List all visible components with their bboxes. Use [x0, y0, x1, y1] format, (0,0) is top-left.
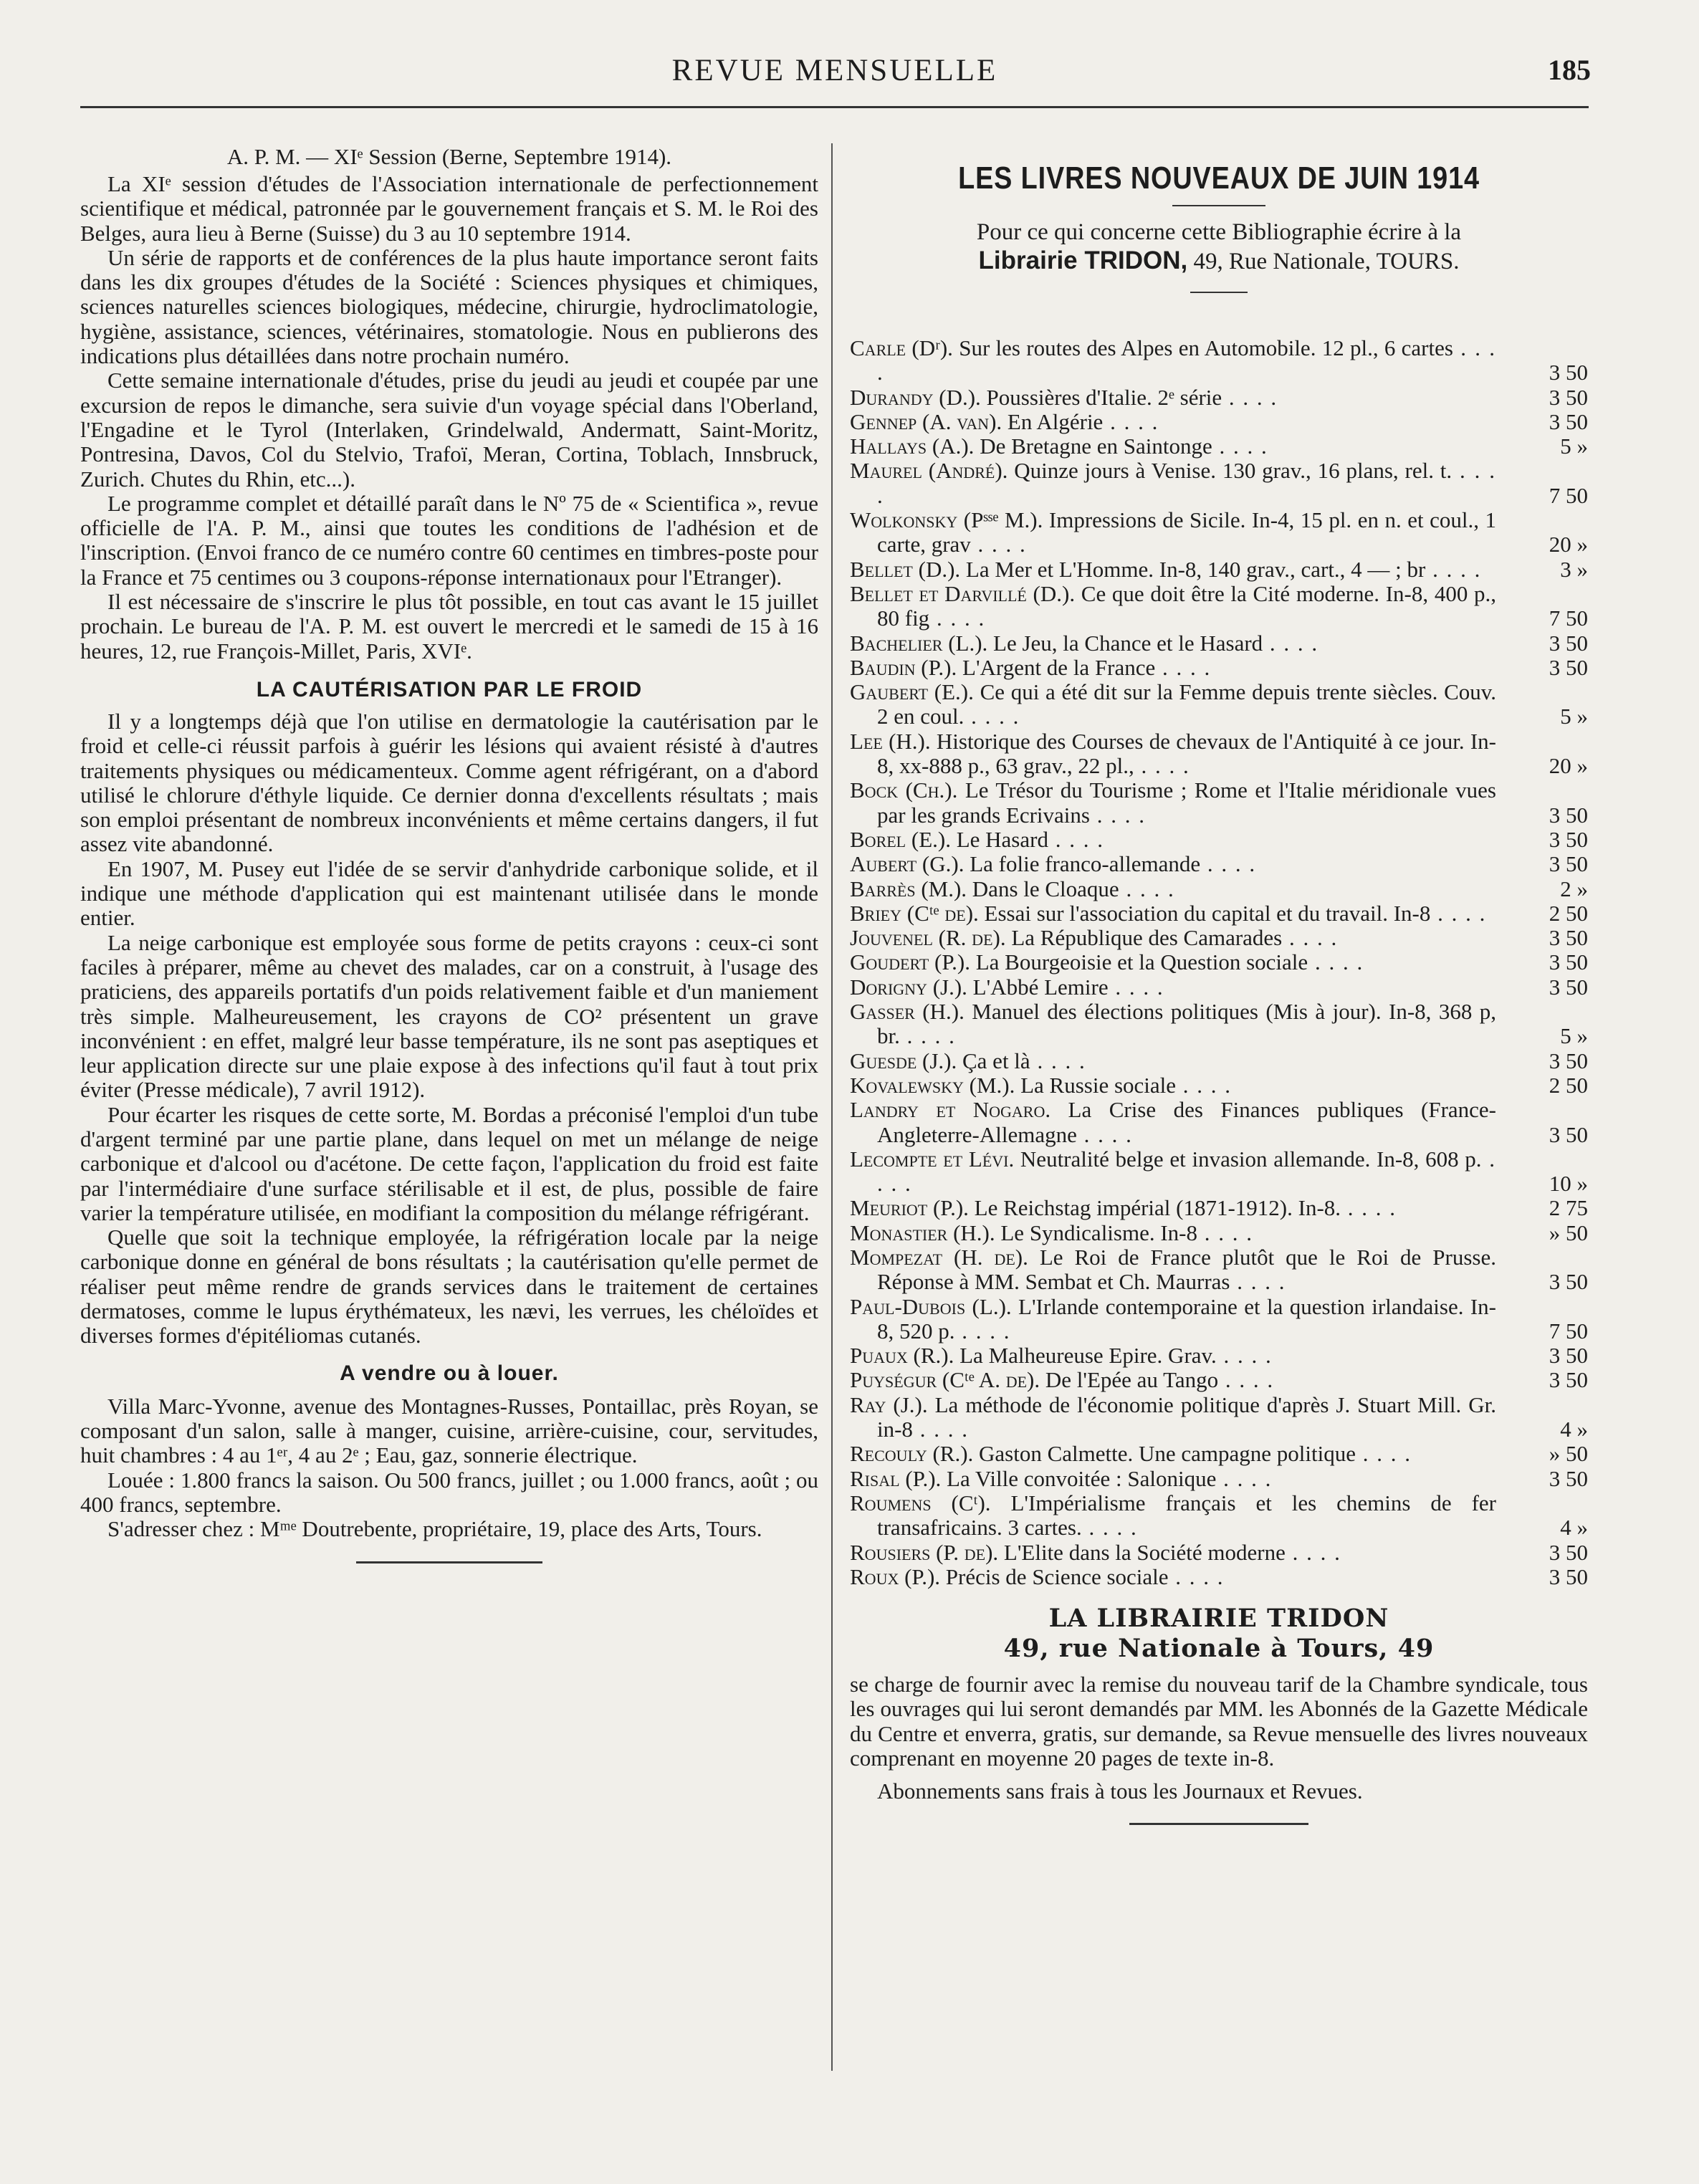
cauterisation-paragraph: La neige carbonique est employée sous forme de petits crayons : ceux-ci sont faciles à préparer, même au chevet des malades, car on a construit, à l'usage des praticiens, des appareils portatifs d'un poids relativement faible et d'un maniement très simple. Malheureusement, les crayons de CO² présentent un grave inconvénient : en effet, malgré leur basse température, ils ne sont pas aseptiques et leur application directe sur une plaie expose à des infections qu'il faut à tout prix éviter (Presse médicale), 7 avril 1912).: [80, 929, 818, 1103]
book-author: Wolkonsky (Pˢˢᵉ M.).: [850, 507, 1043, 533]
books-intro: [850, 218, 1588, 276]
tridon-title: LA LIBRAIRIE TRIDON: [1048, 1604, 1389, 1634]
book-description: [850, 852, 1496, 876]
book-title: La Russie sociale: [1020, 1072, 1177, 1098]
book-price: 2 »: [1560, 876, 1588, 901]
book-title: Poussières d'Italie. 2ᵉ série: [986, 384, 1222, 410]
page-header: [79, 50, 1591, 93]
book-title: Précis de Science sociale: [945, 1563, 1169, 1589]
tridon-footer: Abonnements sans frais à tous les Journaux et Revues.: [877, 1778, 1363, 1804]
apm-body: [80, 172, 818, 664]
book-description: [850, 877, 1496, 901]
book-title: De l'Epée au Tango: [1045, 1367, 1219, 1393]
book-title: Gaston Calmette. Une campagne politique: [979, 1441, 1356, 1467]
book-entry: [850, 852, 1588, 876]
book-author: Roux (P.).: [850, 1563, 941, 1589]
book-entry: [850, 1147, 1588, 1197]
dot-leader: . . . .: [1030, 1048, 1086, 1073]
apm-paragraph: Il est nécessaire de s'inscrire le plus tôt possible, en tout cas avant le 15 juillet prochain. Le bureau de l'A. P. M. est ouvert le mercredi et le samedi de 15 à 16 heures, 12, rue François-Millet, Paris, XVIᵉ.: [80, 589, 818, 664]
dot-leader: . . . .: [899, 1023, 956, 1049]
book-title: L'Argent de la France: [962, 654, 1156, 680]
book-price: 3 50: [1549, 1539, 1588, 1565]
book-entry: [850, 778, 1588, 828]
book-description: [850, 1541, 1496, 1565]
book-price: 3 50: [1549, 1343, 1588, 1369]
book-description: [850, 336, 1496, 385]
book-entry: [850, 1368, 1588, 1392]
dot-leader: . . . .: [912, 1417, 969, 1442]
book-description: [850, 557, 1496, 582]
book-entry: [850, 336, 1588, 385]
book-author: Kovalewsky (M.).: [850, 1072, 1015, 1098]
dot-leader: . . . .: [1176, 1072, 1233, 1098]
book-entry: [850, 410, 1588, 434]
dot-leader: . . . .: [1155, 654, 1212, 680]
book-price: 7 50: [1549, 482, 1588, 508]
dot-leader: . . . .: [1216, 1465, 1273, 1491]
tridon-block: [850, 1604, 1588, 1824]
book-author: Ray (J.).: [850, 1392, 928, 1417]
left-column: [80, 143, 818, 1563]
cauterisation-paragraph: En 1907, M. Pusey eut l'idée de se servir d'anhydride carbonique solide, et il indique une méthode d'application qui est maintenant utilisée dans le monde entier.: [80, 856, 818, 931]
book-entry: [850, 582, 1588, 631]
book-entry: [850, 434, 1588, 459]
dot-leader: . . . .: [1119, 876, 1175, 901]
book-title: L'Elite dans la Société moderne: [1003, 1539, 1286, 1565]
book-author: Lecompte et Lévi.: [850, 1146, 1015, 1172]
book-title: La République des Camarades: [1011, 925, 1283, 951]
book-description: [850, 656, 1496, 680]
book-title: L'Irlande contemporaine et la question irlandaise. In-8, 520 p.: [877, 1293, 1496, 1344]
book-entry: [850, 1098, 1588, 1147]
book-author: Gasser (H.).: [850, 999, 965, 1025]
cauterisation-paragraph: Pour écarter les risques de cette sorte, M. Bordas a préconisé l'emploi d'un tube d'argent terminé par une partie plane, dans lequel on met un mélange de neige carbonique et d'alcool ou d'acétone. De cette façon, l'application du froid est faite par l'intermédiaire d'une surface stérilisable et il est, de plus, possible de faire varier la température utilisée, en modifiant la composition du mélange réfrigérant.: [80, 1101, 818, 1225]
book-price: 3 50: [1549, 654, 1588, 680]
page-number: 185: [1548, 54, 1591, 86]
dot-leader: . . . .: [1222, 384, 1278, 410]
book-author: Mompezat (H. de).: [850, 1244, 1028, 1270]
right-end-rule: [1129, 1823, 1308, 1825]
book-entry: [850, 1467, 1588, 1491]
dot-leader: . . . .: [964, 704, 1020, 729]
book-author: Puységur (Cᵗᵉ A. de).: [850, 1367, 1040, 1393]
dot-leader: . . . .: [877, 1146, 1497, 1197]
book-description: [850, 1098, 1496, 1147]
dot-leader: . . . .: [1218, 1367, 1275, 1393]
book-title: Quinze jours à Venise. 130 grav., 16 plans, rel. t.: [1014, 458, 1452, 484]
book-description: [850, 1368, 1496, 1392]
book-title: Le Jeu, la Chance et le Hasard: [993, 630, 1263, 656]
book-description: [850, 385, 1496, 410]
book-description: [850, 926, 1496, 950]
book-author: Baudin (P.).: [850, 654, 957, 680]
book-list: [850, 336, 1588, 1589]
dot-leader: . . . .: [1430, 900, 1487, 926]
book-author: Recouly (R.).: [850, 1441, 974, 1467]
book-description: [850, 434, 1496, 459]
book-price: 3 50: [1549, 1465, 1588, 1491]
book-title: Essai sur l'association du capital et du travail. In-8: [984, 900, 1431, 926]
book-price: 10 »: [1549, 1171, 1588, 1197]
book-author: Durandy (D.).: [850, 384, 981, 410]
book-author: Maurel (André).: [850, 458, 1008, 484]
dot-leader: . . . .: [1285, 1539, 1341, 1565]
dot-leader: . . . .: [877, 335, 1497, 385]
book-description: [850, 778, 1496, 828]
book-author: Carle (Dʳ).: [850, 335, 953, 360]
book-entry: [850, 1442, 1588, 1466]
book-author: Gaubert (E.).: [850, 679, 974, 705]
book-description: [850, 582, 1496, 631]
book-price: 3 50: [1549, 802, 1588, 828]
book-price: 3 50: [1549, 974, 1588, 1000]
book-author: Puaux (R.).: [850, 1343, 954, 1369]
apm-title: A. P. M. — XIᵉ Session (Berne, Septembre 1914).: [226, 144, 672, 169]
book-entry: [850, 1295, 1588, 1344]
dot-leader: . . . .: [954, 1318, 1011, 1344]
apm-paragraph: Cette semaine internationale d'études, prise du jeudi au jeudi et coupée par une excursion de repos le dimanche, sera suivie d'un voyage spécial dans l'Oberland, l'Engadine et le Tyrol (Interlaken, Grindelwald, Andermatt, Saint-Moritz, Pontresina, Davos, Col du Stelvio, Trafoï, Meran, Cortina, Toblach, Innsbruck, Zurich. Chutes du Rhin, etc...).: [80, 368, 818, 492]
book-title: La folie franco-allemande: [970, 851, 1201, 877]
book-description: [850, 1049, 1496, 1073]
book-entry: [850, 877, 1588, 901]
vendre-body: [80, 1394, 818, 1542]
dot-leader: . . . .: [1168, 1563, 1225, 1589]
intro-rule: [1190, 292, 1248, 293]
dot-leader: . . . .: [877, 458, 1497, 508]
left-end-rule: [356, 1561, 542, 1563]
tridon-body: [850, 1672, 1588, 1804]
dot-leader: . . . .: [1048, 826, 1104, 852]
book-description: [850, 410, 1496, 434]
book-price: 5 »: [1560, 704, 1588, 729]
cauterisation-paragraph: Il y a longtemps déjà que l'on utilise en dermatologie la cautérisation par le froid et celle-ci réussit parfois à guérir les lésions qui avaient résisté à d'autres traitements physiques ou médicamenteux. Comme agent réfrigérant, on a d'abord utilisé le chlorure d'éthyle liquide. Ce dernier donna d'excellents résultats ; mais son emploi présentant de nombreux inconvénients et même certains dangers, il fut assez vite abandonné.: [80, 708, 818, 857]
book-title: Ce que doit être la Cité moderne. In-8, 400 p., 80 fig: [877, 580, 1497, 631]
dot-leader: . . . .: [1356, 1441, 1412, 1467]
book-description: [850, 1467, 1496, 1491]
book-price: 3 50: [1549, 630, 1588, 656]
book-title: Dans le Cloaque: [972, 876, 1119, 901]
book-price: 4 »: [1560, 1515, 1588, 1541]
book-title: Impressions de Sicile. In-4, 15 pl. en n. et coul., 1 carte, grav: [877, 507, 1497, 557]
book-entry: [850, 459, 1588, 508]
book-entry: [850, 680, 1588, 729]
book-price: 20 »: [1549, 753, 1588, 779]
book-title: Neutralité belge et invasion allemande. In-8, 608 p.: [1020, 1146, 1482, 1172]
dot-leader: . . . .: [1197, 1220, 1254, 1245]
tridon-address: 49, rue Nationale à Tours, 49: [1003, 1634, 1435, 1664]
book-description: [850, 1147, 1496, 1197]
vendre-paragraph: S'adresser chez : Mᵐᵉ Doutrebente, propriétaire, 19, place des Arts, Tours.: [107, 1516, 762, 1542]
book-entry: [850, 828, 1588, 852]
book-entry: [850, 1000, 1588, 1049]
apm-paragraph: Le programme complet et détaillé paraît dans le Nº 75 de « Scientifica », revue officielle de l'A. P. M., ainsi que toutes les conditions de l'adhésion et de l'inscription. (Envoi franco de ce numéro contre 60 centimes en timbres-poste pour la France et 75 centimes ou 3 coupons-réponse internationaux pour l'Etranger).: [80, 490, 818, 590]
book-entry: [850, 1049, 1588, 1073]
dot-leader: . . . .: [1076, 1121, 1133, 1147]
book-author: Borel (E.).: [850, 826, 951, 852]
book-description: [850, 1000, 1496, 1049]
book-title: L'Impérialisme français et les chemins de fer transafricains. 3 cartes.: [877, 1490, 1496, 1541]
book-description: [850, 1221, 1496, 1245]
book-author: Hallays (A.).: [850, 434, 975, 459]
book-author: Goudert (P.).: [850, 949, 970, 975]
dot-leader: . . . .: [1341, 1195, 1397, 1221]
book-entry: [850, 557, 1588, 582]
book-entry: [850, 1221, 1588, 1245]
book-author: Roumens (Cᵗ).: [850, 1490, 991, 1515]
book-description: [850, 729, 1496, 779]
book-price: 3 50: [1549, 360, 1588, 385]
book-price: 3 50: [1549, 949, 1588, 975]
book-author: Guesde (J.).: [850, 1048, 957, 1073]
dot-leader: . . . .: [970, 532, 1027, 557]
dot-leader: . . . .: [1263, 630, 1319, 656]
apm-paragraph: Un série de rapports et de conférences de la plus haute importance seront faits dans les dix groupes d'études de la Société : Sciences physiques et chimiques, sciences naturelles sciences biologiques, médecine, chirurgie, hydroclimatologie, hygiène, assistance, sciences, vétérinaires, stomatologie. Nous en publierons des indications plus détaillées dans notre prochain numéro.: [80, 244, 818, 369]
dot-leader: . . . .: [1425, 556, 1482, 582]
book-description: [850, 1245, 1496, 1295]
book-entry: [850, 385, 1588, 410]
dot-leader: . . . .: [1200, 851, 1257, 877]
book-author: Lee (H.).: [850, 728, 931, 754]
dot-leader: . . . .: [1089, 802, 1146, 828]
book-price: 4 »: [1560, 1417, 1588, 1442]
title-rule: [1172, 205, 1265, 206]
book-price: 3 50: [1549, 925, 1588, 951]
book-price: » 50: [1549, 1441, 1588, 1467]
books-title: LES LIVRES NOUVEAUX DE JUIN 1914: [958, 161, 1480, 196]
book-entry: [850, 1196, 1588, 1220]
book-price: 7 50: [1549, 1318, 1588, 1344]
book-title: La Malheureuse Epire. Grav.: [959, 1343, 1217, 1369]
book-price: 3 »: [1560, 556, 1588, 582]
book-description: [850, 1196, 1496, 1220]
book-description: [850, 901, 1496, 926]
book-author: Gennep (A. van).: [850, 408, 1002, 434]
book-description: [850, 680, 1496, 729]
book-description: [850, 459, 1496, 508]
book-author: Risal (P.).: [850, 1465, 942, 1491]
book-description: [850, 1393, 1496, 1442]
book-author: Bellet et Darvillé (D.).: [850, 580, 1076, 606]
header-rule: [80, 106, 1589, 108]
book-price: » 50: [1549, 1220, 1588, 1245]
book-author: Monastier (H.).: [850, 1220, 995, 1245]
book-author: Bachelier (L.).: [850, 630, 988, 656]
book-title: La méthode de l'économie politique d'après J. Stuart Mill. Gr. in-8: [877, 1392, 1496, 1442]
book-title: Le Hasard: [956, 826, 1048, 852]
book-author: Dorigny (J.).: [850, 974, 967, 1000]
book-entry: [850, 1344, 1588, 1368]
book-author: Barrès (M.).: [850, 876, 967, 901]
book-description: [850, 1344, 1496, 1368]
book-title: La Mer et L'Homme. In-8, 140 grav., cart., 4 — ; br: [965, 556, 1426, 582]
book-title: La Bourgeoisie et la Question sociale: [975, 949, 1308, 975]
dot-leader: . . . .: [1282, 925, 1339, 951]
book-author: Briey (Cᵗᵉ de).: [850, 900, 979, 926]
book-title: Le Syndicalisme. In-8: [1000, 1220, 1198, 1245]
book-price: 3 50: [1549, 1269, 1588, 1295]
dot-leader: . . . .: [1081, 1515, 1138, 1541]
book-price: 2 75: [1549, 1195, 1588, 1221]
book-entry: [850, 508, 1588, 557]
book-price: 2 50: [1549, 900, 1588, 926]
book-author: Landry et Nogaro.: [850, 1097, 1051, 1123]
dot-leader: . . . .: [1212, 434, 1268, 459]
book-title: Le Roi de France plutôt que le Roi de Prusse. Réponse à MM. Sembat et Ch. Maurras: [877, 1244, 1496, 1295]
book-description: [850, 508, 1496, 557]
book-entry: [850, 1565, 1588, 1589]
book-description: [850, 1491, 1496, 1541]
book-author: Rousiers (P. de).: [850, 1539, 999, 1565]
book-description: [850, 828, 1496, 852]
book-entry: [850, 901, 1588, 926]
book-author: Bellet (D.).: [850, 556, 961, 582]
book-title: Manuel des élections politiques (Mis à jour). In-8, 368 p, br.: [877, 999, 1496, 1049]
book-price: 3 50: [1549, 1121, 1588, 1147]
book-price: 5 »: [1560, 1023, 1588, 1049]
book-title: L'Abbé Lemire: [972, 974, 1109, 1000]
book-title: Le Reichstag impérial (1871-1912). In-8.: [974, 1195, 1341, 1221]
cauterisation-paragraph: Quelle que soit la technique employée, la réfrigération locale par la neige carbonique donne en général de bons résultats ; la cautérisation qu'elle permet de réaliser peut même rendre de grands services dans le traitement de certaines dermatoses, comme le lupus érythémateux, les nævi, les verrues, les chéloïdes et diverses formes d'épitéliomas cutanés.: [80, 1225, 818, 1349]
dot-leader: . . . .: [1216, 1343, 1273, 1369]
book-price: 3 50: [1549, 1367, 1588, 1393]
book-description: [850, 1565, 1496, 1589]
dot-leader: . . . .: [929, 605, 986, 631]
right-column: [850, 143, 1588, 1825]
book-title: En Algérie: [1007, 408, 1104, 434]
book-description: [850, 1442, 1496, 1466]
tridon-paragraph: se charge de fournir avec la remise du nouveau tarif de la Chambre syndicale, tous les ouvrages qui lui seront demandés par MM. les Abonnés de la Gazette Médicale du Centre et enverra, gratis, sur demande, sa Revue mensuelle des livres nouveaux comprenant en moyenne 20 pages de texte in-8.: [850, 1672, 1588, 1771]
shop-name: Librairie TRIDON,: [978, 246, 1188, 274]
book-entry: [850, 1491, 1588, 1541]
vendre-paragraph: Villa Marc-Yvonne, avenue des Montagnes-Russes, Pontaillac, près Royan, se composant d'un salon, salle à manger, cuisine, arrière-cuisine, cour, servitudes, huit chambres : 4 au 1ᵉʳ, 4 au 2ᵉ ; Eau, gaz, sonnerie électrique.: [80, 1393, 818, 1468]
book-entry: [850, 950, 1588, 974]
book-price: 7 50: [1549, 605, 1588, 631]
book-entry: [850, 631, 1588, 656]
dot-leader: . . . .: [1308, 949, 1364, 975]
intro-line: Pour ce qui concerne cette Bibliographie écrire à la: [976, 219, 1462, 245]
book-title: De Bretagne en Saintonge: [980, 434, 1212, 459]
book-author: Aubert (G.).: [850, 851, 965, 877]
book-author: Meuriot (P.).: [850, 1195, 969, 1221]
running-title: REVUE MENSUELLE: [671, 54, 998, 87]
vendre-paragraph: Louée : 1.800 francs la saison. Ou 500 francs, juillet ; ou 1.000 francs, août ; ou 400 francs, septembre.: [80, 1467, 818, 1517]
book-price: 3 50: [1549, 851, 1588, 877]
book-entry: [850, 729, 1588, 779]
book-entry: [850, 1393, 1588, 1442]
book-title: Le Trésor du Tourisme ; Rome et l'Italie méridionale vues par les grands Ecrivains: [877, 777, 1496, 828]
book-price: 2 50: [1549, 1072, 1588, 1098]
book-entry: [850, 975, 1588, 1000]
book-author: Paul-Dubois (L.).: [850, 1293, 1012, 1319]
book-price: 5 »: [1560, 434, 1588, 459]
vendre-title: A vendre ou à louer.: [340, 1361, 559, 1385]
book-entry: [850, 1245, 1588, 1295]
book-title: Sur les routes des Alpes en Automobile. 12 pl., 6 cartes: [959, 335, 1453, 360]
book-price: 3 50: [1549, 826, 1588, 852]
book-price: 3 50: [1549, 384, 1588, 410]
book-entry: [850, 926, 1588, 950]
book-author: Jouvenel (R. de).: [850, 925, 1006, 951]
book-title: Ce qui a été dit sur la Femme depuis trente siècles. Couv. 2 en coul.: [877, 679, 1496, 729]
book-price: 3 50: [1549, 1563, 1588, 1589]
column-divider: [831, 143, 833, 2071]
dot-leader: . . . .: [1103, 408, 1159, 434]
book-title: La Ville convoitée : Salonique: [947, 1465, 1217, 1491]
book-description: [850, 1073, 1496, 1098]
book-description: [850, 631, 1496, 656]
shop-address: 49, Rue Nationale, TOURS.: [1193, 249, 1460, 274]
book-title: Ça et là: [962, 1048, 1030, 1073]
book-title: La Crise des Finances publiques (France-Angleterre-Allemagne: [877, 1097, 1496, 1147]
book-price: 3 50: [1549, 1048, 1588, 1073]
book-price: 20 »: [1549, 532, 1588, 557]
apm-paragraph: La XIᵉ session d'études de l'Association internationale de perfectionnement scientifique et médical, patronnée par le gouvernement français et S. M. le Roi des Belges, aura lieu à Berne (Suisse) du 3 au 10 septembre 1914.: [80, 171, 818, 246]
book-description: [850, 1295, 1496, 1344]
book-entry: [850, 1541, 1588, 1565]
book-title: Historique des Courses de chevaux de l'Antiquité à ce jour. In-8, xx-888 p., 63 grav., 22 pl.,: [877, 728, 1497, 779]
dot-leader: . . . .: [1134, 753, 1190, 779]
book-description: [850, 950, 1496, 974]
book-description: [850, 975, 1496, 1000]
cauterisation-title: LA CAUTÉRISATION PAR LE FROID: [256, 677, 643, 701]
dot-leader: . . . .: [1230, 1269, 1286, 1295]
book-author: Bock (Ch.).: [850, 777, 958, 803]
intro-address-line: [850, 246, 1588, 276]
book-entry: [850, 656, 1588, 680]
book-price: 3 50: [1549, 408, 1588, 434]
cauterisation-body: [80, 709, 818, 1349]
dot-leader: . . . .: [1108, 974, 1164, 1000]
book-entry: [850, 1073, 1588, 1098]
